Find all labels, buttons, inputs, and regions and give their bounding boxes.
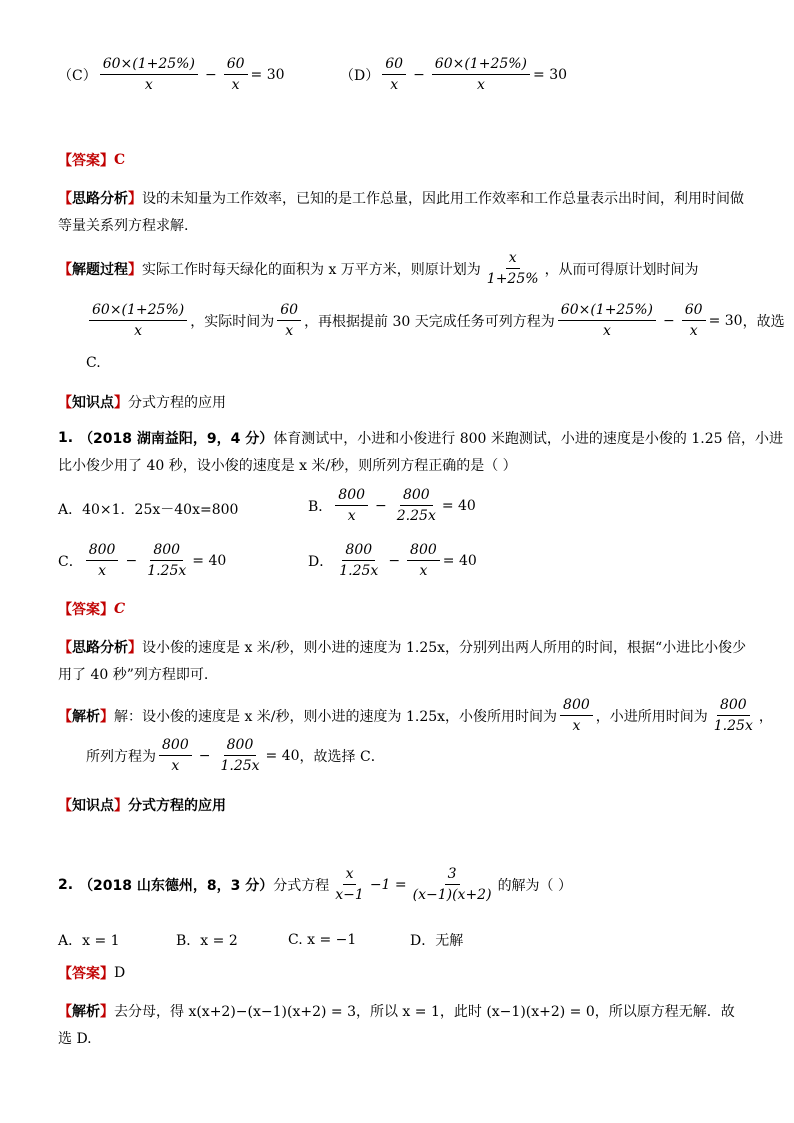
- fraction: $\frac{800}{x}$: [86, 542, 119, 579]
- q1-solution-row: 【解析】 解：设小俊的速度是 x 米/秒，则小进的速度为 1.25x，小俊所用时间为 $\frac{800}{x}$ ，小进所用时间为 $\frac{800}{1.25x}$ ，: [58, 697, 773, 734]
- q2-option-b: B．x = 2: [176, 933, 238, 949]
- fraction: $\frac{800}{1.25x}$: [713, 697, 753, 734]
- option-d-row: （D） $\frac{60}{x}$ − $\frac{60\times(1+25\%)}{x}$ = 30: [340, 56, 568, 93]
- fraction: $\frac{800}{1.25x}$: [147, 542, 187, 579]
- answer-tag: 【答案】: [58, 602, 114, 618]
- q1-answer-row: 【答案】 C: [58, 601, 126, 618]
- q2-solution-row: 【解析】 去分母，得 x(x+2)−(x−1)(x+2) = 3，所以 x = 1，此时 (x−1)(x+2) = 0，所以原方程无解．故: [58, 1001, 735, 1021]
- q1-analysis-row: 【思路分析】 设小俊的速度是 x 米/秒，则小进的速度为 1.25x，分别列出两人所用的时间，根据“小进比小俊少: [58, 637, 746, 657]
- answer-tag: 【答案】: [58, 153, 114, 169]
- fraction: $\frac{800}{x}$: [159, 737, 192, 774]
- q2-option-a: A．x = 1: [58, 933, 120, 949]
- solution-tag: 【解析】: [58, 708, 114, 725]
- fraction: $\frac{800}{x}$: [407, 542, 440, 579]
- analysis-row: 【思路分析】 设的未知量为工作效率，已知的是工作总量，因此用工作效率和工作总量表示出时间，利用时间做: [58, 188, 744, 208]
- analysis-row-2: 等量关系列方程求解.: [58, 218, 189, 234]
- q2-solution-row-2: 选 D.: [58, 1031, 92, 1047]
- knowledge-tag: 【知识点】: [58, 395, 128, 411]
- q1-analysis-row-2: 用了 40 秒”列方程即可.: [58, 667, 209, 683]
- fraction: $\frac{x}{x-1}$: [335, 866, 364, 903]
- fraction: $\frac{800}{x}$: [560, 697, 593, 734]
- q2-options: [58, 930, 463, 950]
- q1-option-a: A．40×1．25x－40x=800: [58, 502, 239, 518]
- analysis-tag: 【思路分析】: [58, 191, 142, 207]
- fraction: $\frac{60}{x}$: [682, 302, 706, 339]
- process-row-3: C.: [86, 355, 101, 371]
- fraction: $\frac{60}{x}$: [382, 56, 406, 93]
- option-d-label: （D）: [340, 67, 380, 84]
- knowledge-tag: 【知识点】: [58, 798, 128, 814]
- fraction: $\frac{3}{(x-1)(x+2)}$: [412, 866, 492, 903]
- answer-row: 【答案】 C: [58, 152, 126, 169]
- q1-option-c: C． $\frac{800}{x}$ − $\frac{800}{1.25x}$ = 40: [58, 542, 227, 579]
- question-1-stem: 1. （2018 湖南益阳，9，4 分） 体育测试中，小进和小俊进行 800 米跑测试，小进的速度是小俊的 1.25 倍，小进: [58, 430, 783, 447]
- fraction: $\frac{60}{x}$: [224, 56, 248, 93]
- option-c-label: （C）: [58, 67, 97, 84]
- q1-solution-row-2: 所列方程为 $\frac{800}{x}$ − $\frac{800}{1.25x}$ = 40 ，故选择 C．: [86, 737, 385, 774]
- q1-option-b: B． $\frac{800}{x}$ − $\frac{800}{2.25x}$ = 40: [308, 487, 476, 524]
- solution-tag: 【解析】: [58, 1004, 114, 1020]
- fraction: $\frac{60\times(1+25\%)}{x}$: [558, 302, 656, 339]
- q1-option-d: D． $\frac{800}{1.25x}$ − $\frac{800}{x}$ = 40: [308, 542, 477, 579]
- process-row-2: $\frac{60\times(1+25\%)}{x}$ ，实际时间为 $\frac{60}{x}$ ，再根据提前 30 天完成任务可列方程为 $\frac{60\times(1+25\%)}{x}$ − $\frac{60}{x}$ = 30 ，故选: [86, 302, 785, 339]
- fraction: $\frac{800}{x}$: [335, 487, 368, 524]
- process-tag: 【解题过程】: [58, 261, 142, 278]
- question-2-stem: 2. （2018 山东德州，8，3 分） 分式方程 $\frac{x}{x-1}$ −1 = $\frac{3}{(x-1)(x+2)}$ 的解为（ ）: [58, 866, 573, 903]
- fraction: $\frac{800}{2.25x}$: [396, 487, 436, 524]
- question-source: （2018 湖南益阳，9，4 分）: [79, 431, 274, 447]
- knowledge-row: 【知识点】 分式方程的应用: [58, 392, 226, 412]
- q2-option-d: D．无解: [410, 933, 464, 949]
- q2-answer-row: 【答案】 D: [58, 965, 126, 982]
- question-source: （2018 山东德州，8，3 分）: [79, 877, 274, 894]
- fraction: $\frac{60\times(1+25\%)}{x}$: [89, 302, 187, 339]
- fraction: $\frac{60\times(1+25\%)}{x}$: [432, 56, 530, 93]
- analysis-tag: 【思路分析】: [58, 640, 142, 656]
- answer-tag: 【答案】: [58, 966, 114, 982]
- q1-knowledge-row: 【知识点】 分式方程的应用: [58, 795, 226, 815]
- fraction: $\frac{800}{1.25x}$: [339, 542, 379, 579]
- fraction: $\frac{60}{x}$: [277, 302, 301, 339]
- fraction: $\frac{60\times(1+25\%)}{x}$: [100, 56, 198, 93]
- option-c-row: （C） $\frac{60\times(1+25\%)}{x}$ − $\frac{60}{x}$ = 30: [58, 56, 285, 93]
- q2-option-c: C. x = −1: [288, 932, 357, 948]
- fraction: $\frac{800}{1.25x}$: [220, 737, 260, 774]
- fraction: $\frac{x}{1+25\%}$: [486, 250, 539, 287]
- question-1-stem-2: 比小俊少用了 40 秒，设小俊的速度是 x 米/秒，则所列方程正确的是（ ）: [58, 458, 517, 474]
- process-row: 【解题过程】 实际工作时每天绿化的面积为 x 万平方米，则原计划为 $\frac{x}{1+25\%}$ ，从而可得原计划时间为: [58, 250, 699, 287]
